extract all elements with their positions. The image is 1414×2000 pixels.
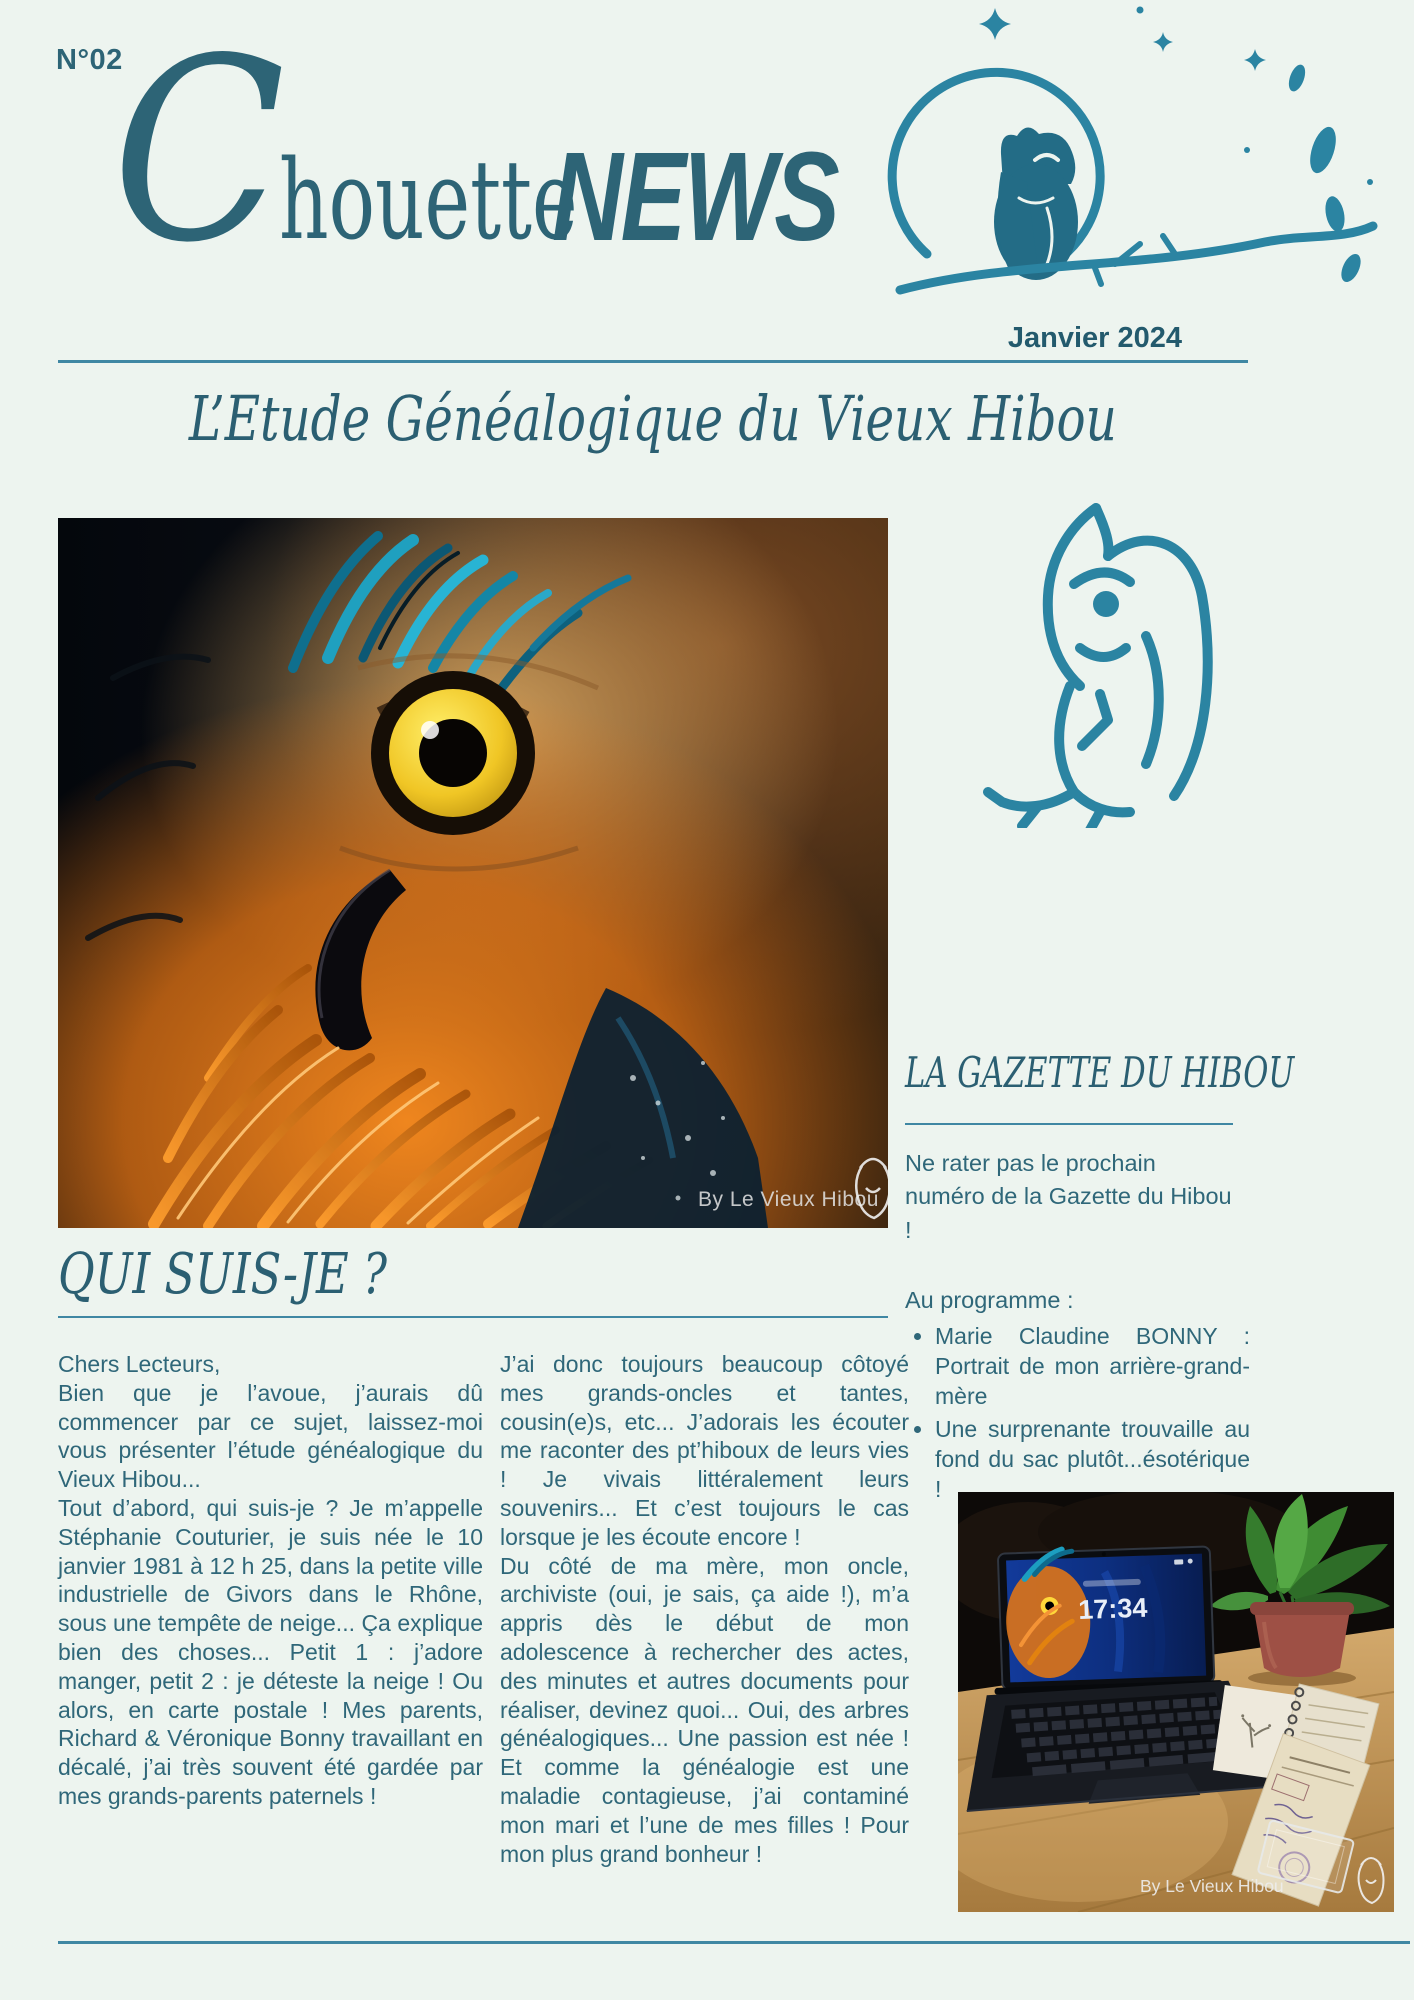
page-title: L’Etude Généalogique du Vieux Hibou [189, 382, 1117, 455]
gazette-intro: Ne rater pas le prochain numéro de la Gazette du Hibou ! [905, 1150, 1232, 1243]
masthead-word-rest: houette [278, 136, 578, 264]
masthead-script-letter: C [112, 5, 286, 298]
laptop-desk-photo [958, 1492, 1394, 1912]
owl-eye [1093, 591, 1119, 617]
gazette-heading: LA GAZETTE DU HIBOU [905, 1048, 1295, 1097]
laptop-clock: 17:34 [1077, 1592, 1148, 1625]
article-column-1 [58, 1350, 483, 1868]
list-item: • Une surprenante trouvaille au fond du sac plutôt...ésotérique ! [935, 1415, 1250, 1505]
paragraph: Chers Lecteurs, [58, 1351, 221, 1377]
leaf-icon [1286, 62, 1373, 285]
photo-credit: By Le Vieux Hibou [1140, 1876, 1284, 1896]
owl-branch-logo-icon [795, 2, 1385, 322]
sparkle-icon [1244, 49, 1266, 71]
gazette-sidebar [905, 1048, 1295, 1507]
paragraph: Du côté de ma mère, mon oncle, archiviste (oui, je sais, ça aide !), m’a appris dès le début de mon adolescence à rechercher des actes, des minutes et autres documents pour réaliser, devinez quoi... Oui, des arbres généalogiques... Une passion est née ! Et comme la généalogie est une maladie contagieuse, j’ai contaminé mon mari et l’une de mes filles ! Pour mon plus grand bonheur ! [500, 1552, 909, 1867]
owl-portrait-photo [58, 518, 888, 1228]
sparkle-icon [979, 8, 1011, 40]
paragraph: Bien que je l’avoue, j’aurais dû commencer par ce sujet, laissez-moi vous présenter l’étude généalogique du Vieux Hibou... [58, 1379, 483, 1493]
owl-lineart-illustration [978, 496, 1248, 828]
masthead-news: NEWS [552, 126, 838, 267]
article-column-2 [500, 1350, 909, 1868]
paragraph: J’ai donc toujours beaucoup côtoyé mes grands-oncles et tantes, cousin(e)s, etc... J’adorais les écouter me raconter des pt’hiboux de leurs vies ! Je vivais littéralement leurs souvenirs... Et c’est toujours le cas lorsque je les écoute encore ! [500, 1351, 909, 1550]
section-divider [58, 1316, 888, 1318]
footer-divider [58, 1941, 1410, 1944]
owl-eye [371, 671, 535, 835]
issue-date: Janvier 2024 [1007, 322, 1182, 354]
gazette-programme-label: Au programme : [905, 1287, 1074, 1314]
gazette-programme-list [905, 1322, 1250, 1504]
issue-number: N°02 [56, 44, 123, 76]
gazette-divider [905, 1123, 1233, 1125]
paragraph: Tout d’abord, qui suis-je ? Je m’appelle Stéphanie Couturier, je suis née le 10 janvier 1981 à 12 h 25, dans la petite ville industrielle de Givors dans le Rhône, sous une tempête de neige... Ça explique bien des choses... Petit 1 : j’adore manger, petit 2 : je déteste la neige ! Ou alors, en carte postale ! Mes parents, Richard & Véronique Bonny travaillant en décalé, j’ai très souvent été gardée par mes grands-parents paternels ! [58, 1494, 483, 1809]
photo-credit: By Le Vieux Hibou [698, 1188, 879, 1211]
list-item: • Marie Claudine BONNY : Portrait de mon arrière-grand-mère [935, 1322, 1250, 1412]
article-body [58, 1350, 909, 1868]
section-heading: QUI SUIS-JE ? [58, 1242, 387, 1307]
header-divider [58, 360, 1248, 363]
sparkle-icon [1153, 32, 1173, 52]
